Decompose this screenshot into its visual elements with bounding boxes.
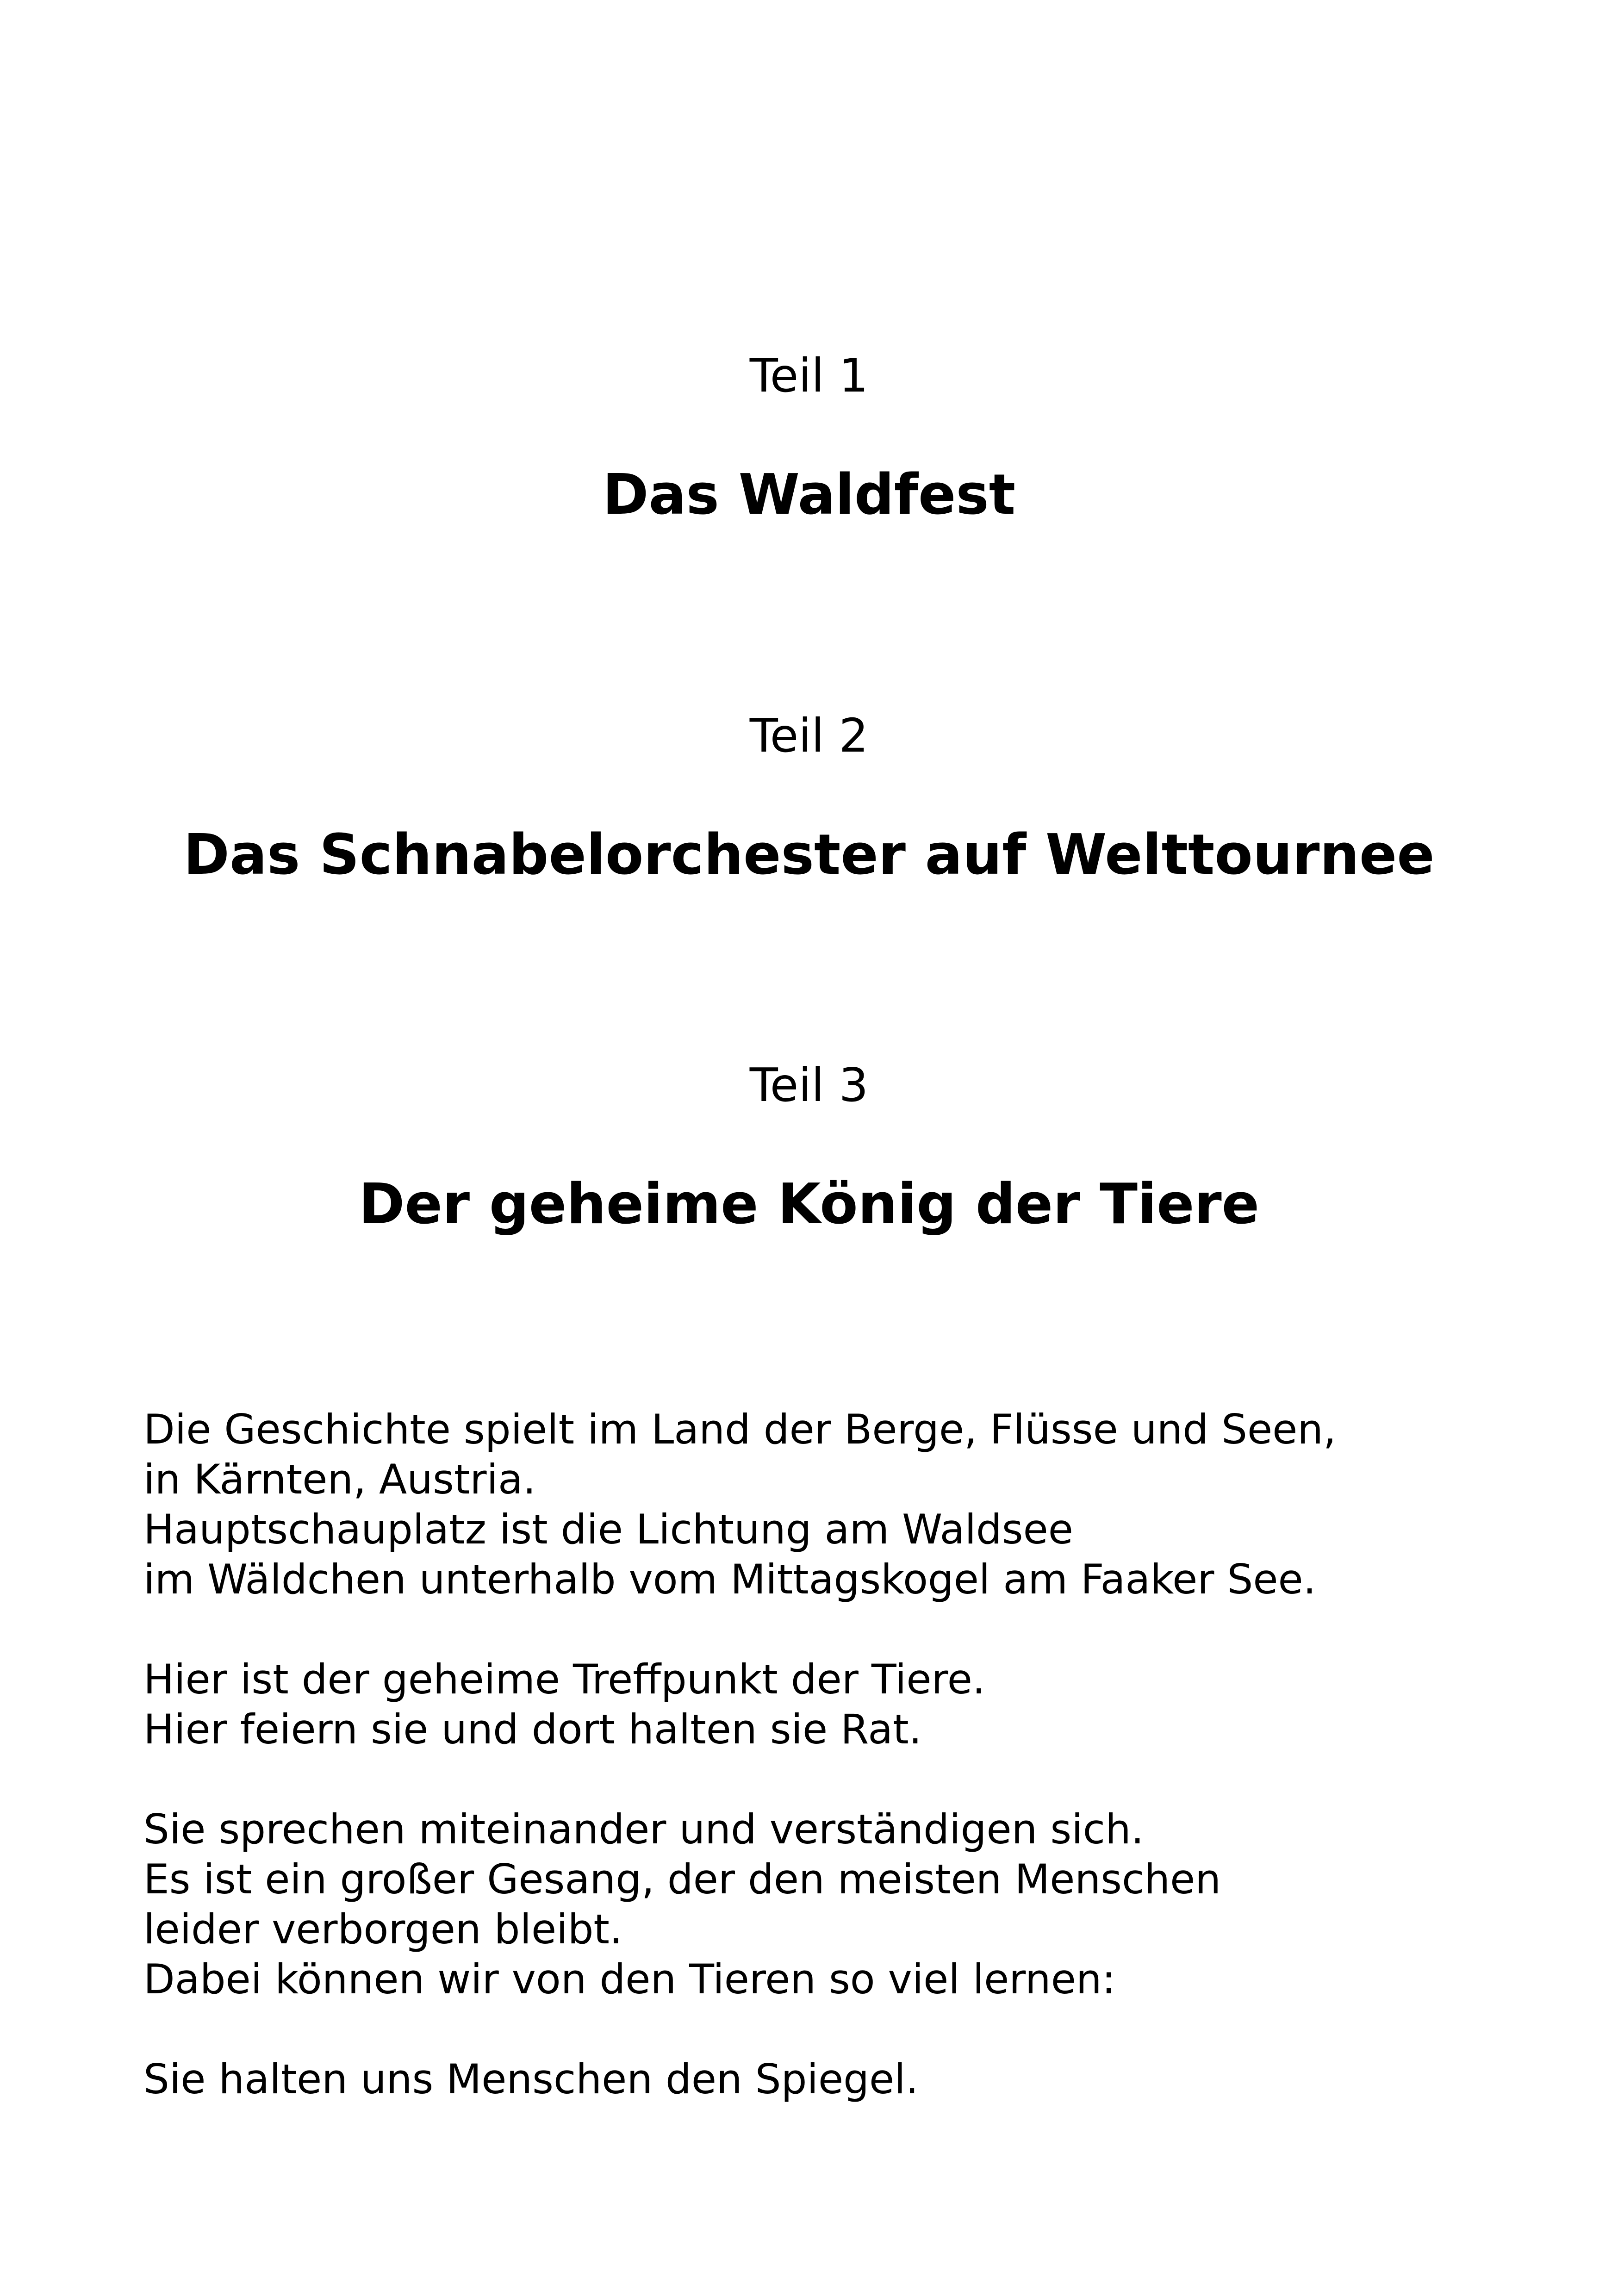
paragraph-gap — [143, 1605, 1532, 1655]
intro-line: Sie halten uns Menschen den Spiegel. — [143, 2055, 919, 2103]
part-2-label: Teil 2 — [749, 709, 869, 763]
intro-line: leider verborgen bleibt. — [143, 1905, 622, 1953]
part-2-title: Das Schnabelorchester auf Welttournee — [183, 823, 1435, 887]
intro-text — [143, 1405, 1532, 2104]
paragraph-gap — [143, 2004, 1532, 2054]
intro-line: Hier feiern sie und dort halten sie Rat. — [143, 1705, 922, 1753]
intro-line: in Kärnten, Austria. — [143, 1456, 536, 1503]
intro-line: Hauptschauplatz ist die Lichtung am Waldsee — [143, 1506, 1073, 1553]
paragraph-gap — [143, 1755, 1532, 1804]
part-3-title: Der geheime König der Tiere — [358, 1172, 1260, 1237]
part-3-label: Teil 3 — [749, 1058, 869, 1112]
intro-line: im Wäldchen unterhalb vom Mittagskogel am Faaker See. — [143, 1556, 1316, 1603]
intro-line: Die Geschichte spielt im Land der Berge, Flüsse und Seen, — [143, 1406, 1336, 1453]
part-1-label: Teil 1 — [749, 348, 869, 403]
part-1-title: Das Waldfest — [602, 463, 1016, 527]
intro-line: Sie sprechen miteinander und verständigen sich. — [143, 1805, 1144, 1853]
intro-line: Dabei können wir von den Tieren so viel lernen: — [143, 1955, 1116, 2003]
intro-line: Hier ist der geheime Treffpunkt der Tiere. — [143, 1655, 985, 1703]
intro-line: Es ist ein großer Gesang, der den meisten Menschen — [143, 1855, 1221, 1903]
